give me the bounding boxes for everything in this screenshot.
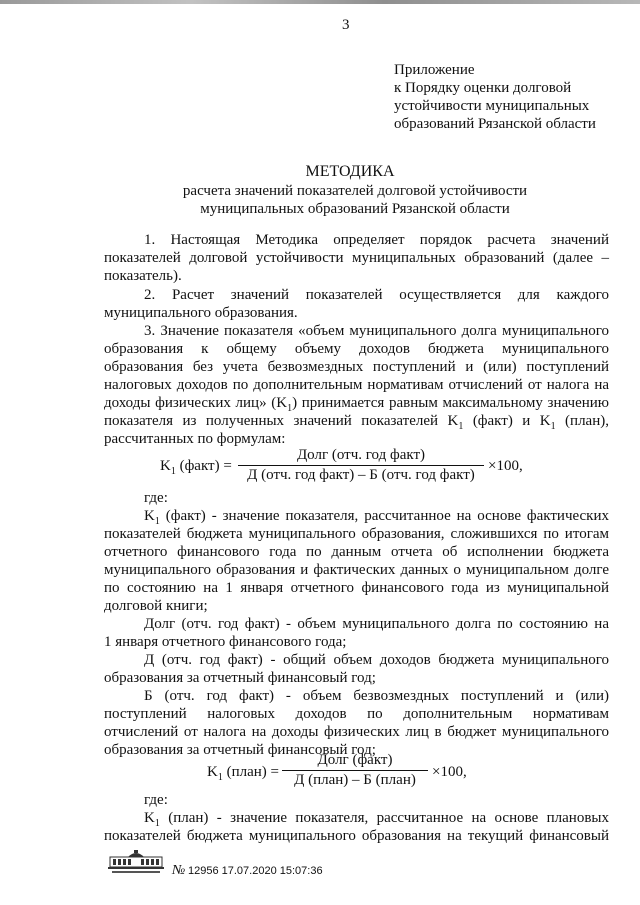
def2-line-2: 1 января отчетного финансового года;	[104, 634, 347, 650]
p3-line-2: образования к общему объему доходов бюджета муниципального	[104, 341, 609, 357]
def1-line-2: показателей бюджета муниципального образования, сложившихся по итогам	[104, 526, 609, 542]
def2-line-1: Долг (отч. год факт) - объем муниципального долга по состоянию на	[144, 616, 609, 632]
p1-line-3: показатель).	[104, 268, 182, 284]
formula2-numerator: Долг (факт)	[282, 752, 428, 771]
scan-edge	[0, 0, 640, 4]
p3-line-1: 3. Значение показателя «объем муниципального долга муниципального	[144, 323, 609, 339]
where-1: где:	[144, 490, 168, 506]
def3-line-2: образования за отчетный финансовый год;	[104, 670, 376, 686]
appendix-line-2: к Порядку оценки долговой	[394, 80, 572, 96]
def5-line-2: показателей бюджета муниципального образования на текущий финансовый	[104, 828, 609, 844]
def3-line-1: Д (отч. год факт) - общий объем доходов бюджета муниципального	[144, 652, 609, 668]
def1-line-5: по состоянию на 1 января отчетного финансового года из муниципальной	[104, 580, 609, 596]
def1-line-1: $K_1$ (факт) - значение показателя, рассчитанное на основе фактических	[144, 508, 609, 527]
formula1-factor: ×100,	[488, 458, 523, 474]
p3-line-7: рассчитанных по формулам:	[104, 431, 286, 447]
def1-line-4: муниципального образования и фактических данных о муниципальном долге	[104, 562, 609, 578]
doc-subtitle-2: муниципальных образований Рязанской области	[200, 201, 510, 217]
def5-line-1: $K_1$ (план) - значение показателя, рассчитанное на основе плановых	[144, 810, 609, 829]
stamp-number-mark: №	[172, 863, 186, 878]
formula1-lhs: $K_1$ (факт) =	[160, 458, 232, 477]
formula1-fraction	[238, 447, 484, 484]
stamp-text: 12956 17.07.2020 15:07:36	[188, 865, 323, 877]
def4-line-4: образования за отчетный финансовый год;	[104, 742, 376, 758]
page-number: 3	[342, 17, 350, 33]
p2-line-2: муниципального образования.	[104, 305, 298, 321]
formula1-denominator: Д (отч. год факт) – Б (отч. год факт)	[247, 467, 475, 483]
p3-line-5: доходы физических лиц» $(K_1)$ принимается равным максимальному значению	[104, 395, 609, 414]
p3-line-4: налоговых доходов по дополнительным нормативам отчислений от налога на	[104, 377, 609, 393]
appendix-line-4: образований Рязанской области	[394, 116, 596, 132]
formula2-fraction	[282, 752, 428, 789]
formula2-denominator: Д (план) – Б (план)	[294, 772, 416, 788]
p3-line-6: показателя из полученных значений показателей $K_1$ (факт) и $K_1$ (план),	[104, 413, 609, 432]
appendix-line-1: Приложение	[394, 62, 475, 78]
p1-line-1: 1. Настоящая Методика определяет порядок расчета значений	[144, 232, 609, 248]
def1-line-3: отчетного финансового года по данным отчета об исполнении бюджета	[104, 544, 609, 560]
building-logo-icon	[106, 849, 166, 875]
p3-line-3: образования без учета безвозмездных поступлений и (или) поступлений	[104, 359, 609, 375]
def4-line-3: отчислений от налога на доходы физических лиц в бюджет муниципального	[104, 724, 609, 740]
p2-line-1: 2. Расчет значений показателей осуществляется для каждого	[144, 287, 609, 303]
where-2: где:	[144, 792, 168, 808]
def1-line-6: долговой книги;	[104, 598, 208, 614]
formula1-numerator: Долг (отч. год факт)	[238, 447, 484, 466]
doc-subtitle-1: расчета значений показателей долговой устойчивости	[182, 183, 528, 199]
formula2-factor: ×100,	[432, 764, 467, 780]
def4-line-2: поступлений налоговых доходов по дополнительным нормативам	[104, 706, 609, 722]
def4-line-1: Б (отч. год факт) - объем безвозмездных поступлений и (или)	[144, 688, 609, 704]
appendix-line-3: устойчивости муниципальных	[394, 98, 590, 114]
formula2-lhs: $K_1$ (план) =	[207, 764, 279, 783]
doc-title: МЕТОДИКА	[305, 163, 395, 180]
p1-line-2: показателей долговой устойчивости муниципальных образований (далее –	[104, 250, 609, 266]
